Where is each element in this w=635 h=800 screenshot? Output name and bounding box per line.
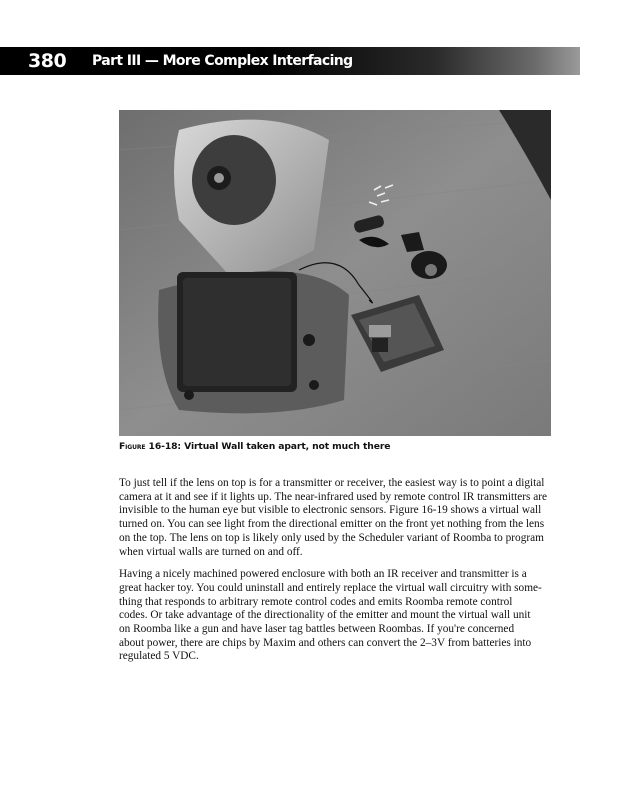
paragraph-1 bbox=[119, 477, 555, 559]
text-line: camera at it and see if it lights up. The near-infrared used by remote control IR transmitters are bbox=[119, 490, 548, 503]
running-header-bar bbox=[0, 47, 580, 75]
running-head-title: Part III — More Complex Interfacing bbox=[92, 53, 353, 69]
figure-caption-label: Figure 16-18: bbox=[119, 441, 181, 452]
text-line: invisible to the human eye but visible to electronic sensors. Figure 16-19 shows a virtual wall bbox=[119, 504, 542, 517]
figure-caption bbox=[119, 441, 551, 452]
page-number: 380 bbox=[28, 50, 67, 72]
text-line: about power, there are chips by Maxim and others can convert the 2–3V from batteries into bbox=[119, 636, 532, 649]
text-line: regulated 5 VDC. bbox=[119, 650, 199, 663]
text-line: turned on. You can see light from the directional emitter on the front yet nothing from the lens bbox=[119, 518, 545, 531]
body-text bbox=[119, 477, 555, 673]
paragraph-2 bbox=[119, 568, 555, 664]
text-line: To just tell if the lens on top is for a transmitter or receiver, the easiest way is to point a digital bbox=[119, 477, 545, 489]
text-line: great hacker toy. You could uninstall and entirely replace the virtual wall circuitry with some- bbox=[119, 581, 542, 594]
text-line: Having a nicely machined powered enclosure with both an IR receiver and transmitter is a bbox=[119, 568, 527, 581]
text-line: thing that responds to arbitrary remote control codes and emits Roomba remote control bbox=[119, 595, 513, 608]
text-line: on the top. The lens on top is likely only used by the Scheduler variant of Roomba to program bbox=[119, 531, 544, 544]
text-line: on Roomba like a gun and have laser tag battles between Roombas. If you're concerned bbox=[119, 623, 515, 636]
figure-photo-virtual-wall-disassembled bbox=[119, 110, 551, 436]
text-line: when virtual walls are turned on and off. bbox=[119, 545, 303, 558]
text-line: codes. Or take advantage of the directionality of the emitter and mount the virtual wall unit bbox=[119, 609, 531, 622]
figure-caption-text: Virtual Wall taken apart, not much there bbox=[184, 441, 391, 452]
